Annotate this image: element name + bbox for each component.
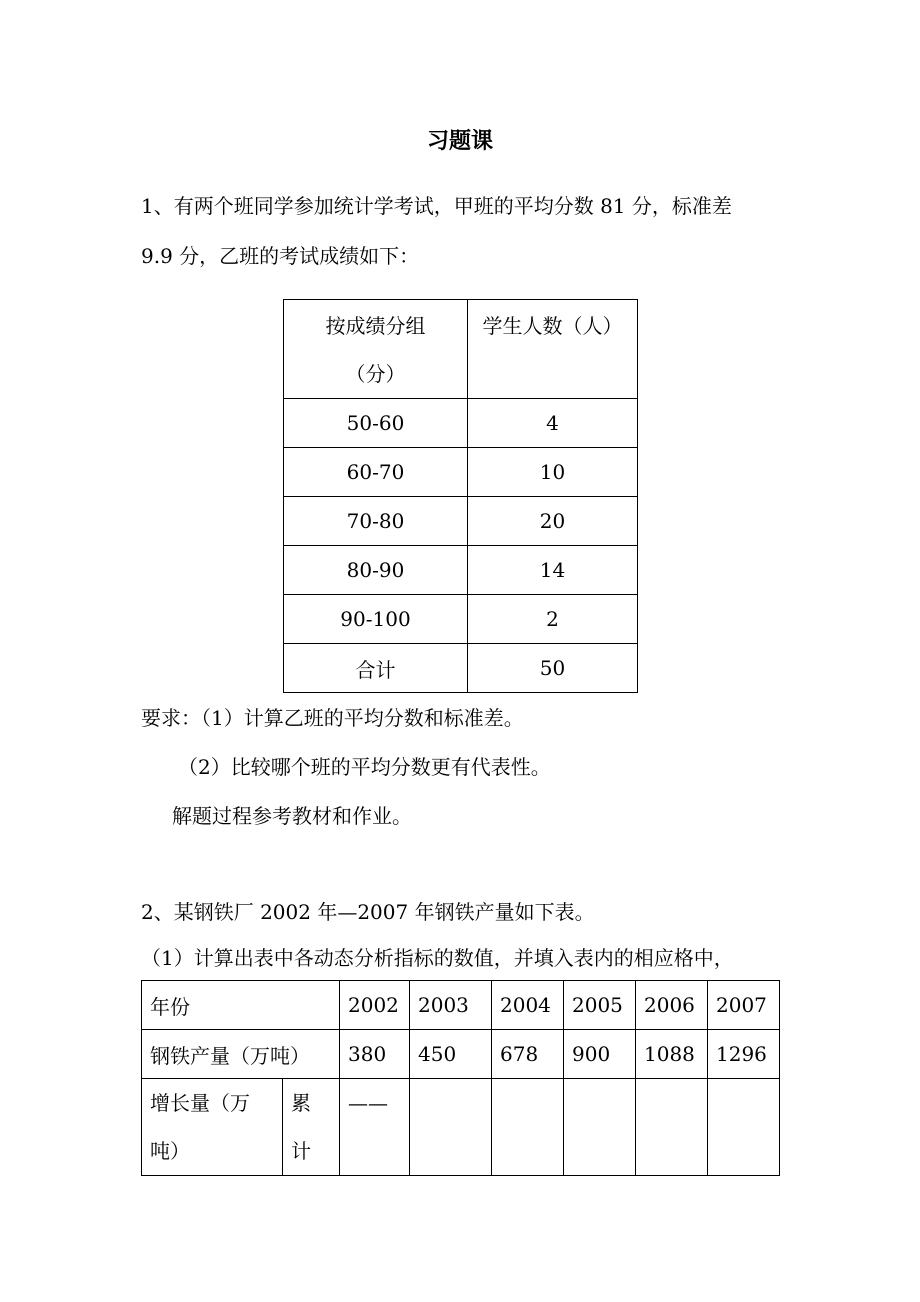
year-cell: 2004 [492,981,564,1030]
output-cell: 1088 [636,1030,708,1079]
score-group-header [284,300,468,399]
growth-cell-empty [410,1079,492,1176]
growth-cell-empty [564,1079,636,1176]
q1-note: 解题过程参考教材和作业。 [172,804,412,828]
score-group-header-line2: （分） [345,362,406,386]
table-row [284,448,638,497]
output-cell: 900 [564,1030,636,1079]
score-group-cell: 合计 [284,644,468,693]
score-group-header-line1: 按成绩分组 [325,314,426,338]
student-count-cell: 4 [468,399,638,448]
growth-cell-empty [492,1079,564,1176]
score-table [283,299,638,693]
year-cell: 2005 [564,981,636,1030]
cumulative-label-line1: 累 [291,1091,311,1115]
growth-cell-empty [636,1079,708,1176]
output-cell: 1296 [708,1030,780,1079]
year-cell: 2003 [410,981,492,1030]
table-row [284,399,638,448]
growth-cell-empty [708,1079,780,1176]
table-row-growth [142,1079,780,1176]
q1-text-line2: 9.9 分，乙班的考试成绩如下： [141,244,420,268]
growth-label [142,1079,283,1176]
score-group-cell: 90-100 [284,595,468,644]
output-cell: 678 [492,1030,564,1079]
q2-text-line2: （1）计算出表中各动态分析指标的数值，并填入表内的相应格中， [141,946,734,970]
student-count-cell: 2 [468,595,638,644]
q1-requirement-2: （2）比较哪个班的平均分数更有代表性。 [178,755,551,779]
steel-output-table [141,980,780,1176]
year-cell: 2002 [340,981,410,1030]
q2-text-line1: 2、某钢铁厂 2002 年—2007 年钢铁产量如下表。 [141,900,595,924]
output-label: 钢铁产量（万吨） [142,1030,340,1079]
growth-label-line1: 增长量（万 [150,1091,250,1115]
student-count-header: 学生人数（人） [468,300,638,399]
cumulative-label-line2: 计 [291,1139,311,1163]
year-cell: 2007 [708,981,780,1030]
table-row [284,595,638,644]
table-row-output [142,1030,780,1079]
student-count-cell: 20 [468,497,638,546]
q1-requirement-1: 要求：（1）计算乙班的平均分数和标准差。 [141,706,524,730]
q1-text-line1: 1、有两个班同学参加统计学考试，甲班的平均分数 81 分，标准差 [141,194,732,218]
score-group-cell: 60-70 [284,448,468,497]
score-group-cell: 70-80 [284,497,468,546]
score-group-cell: 50-60 [284,399,468,448]
year-label: 年份 [142,981,340,1030]
score-group-cell: 80-90 [284,546,468,595]
page-title: 习题课 [426,129,493,154]
table-row [284,546,638,595]
student-count-cell: 50 [468,644,638,693]
growth-cell: —— [340,1079,410,1176]
table-row-years [142,981,780,1030]
output-cell: 380 [340,1030,410,1079]
student-count-cell: 10 [468,448,638,497]
table-row [284,497,638,546]
output-cell: 450 [410,1030,492,1079]
cumulative-label [283,1079,340,1176]
year-cell: 2006 [636,981,708,1030]
student-count-cell: 14 [468,546,638,595]
growth-label-line2: 吨） [150,1139,190,1163]
table-row-total [284,644,638,693]
